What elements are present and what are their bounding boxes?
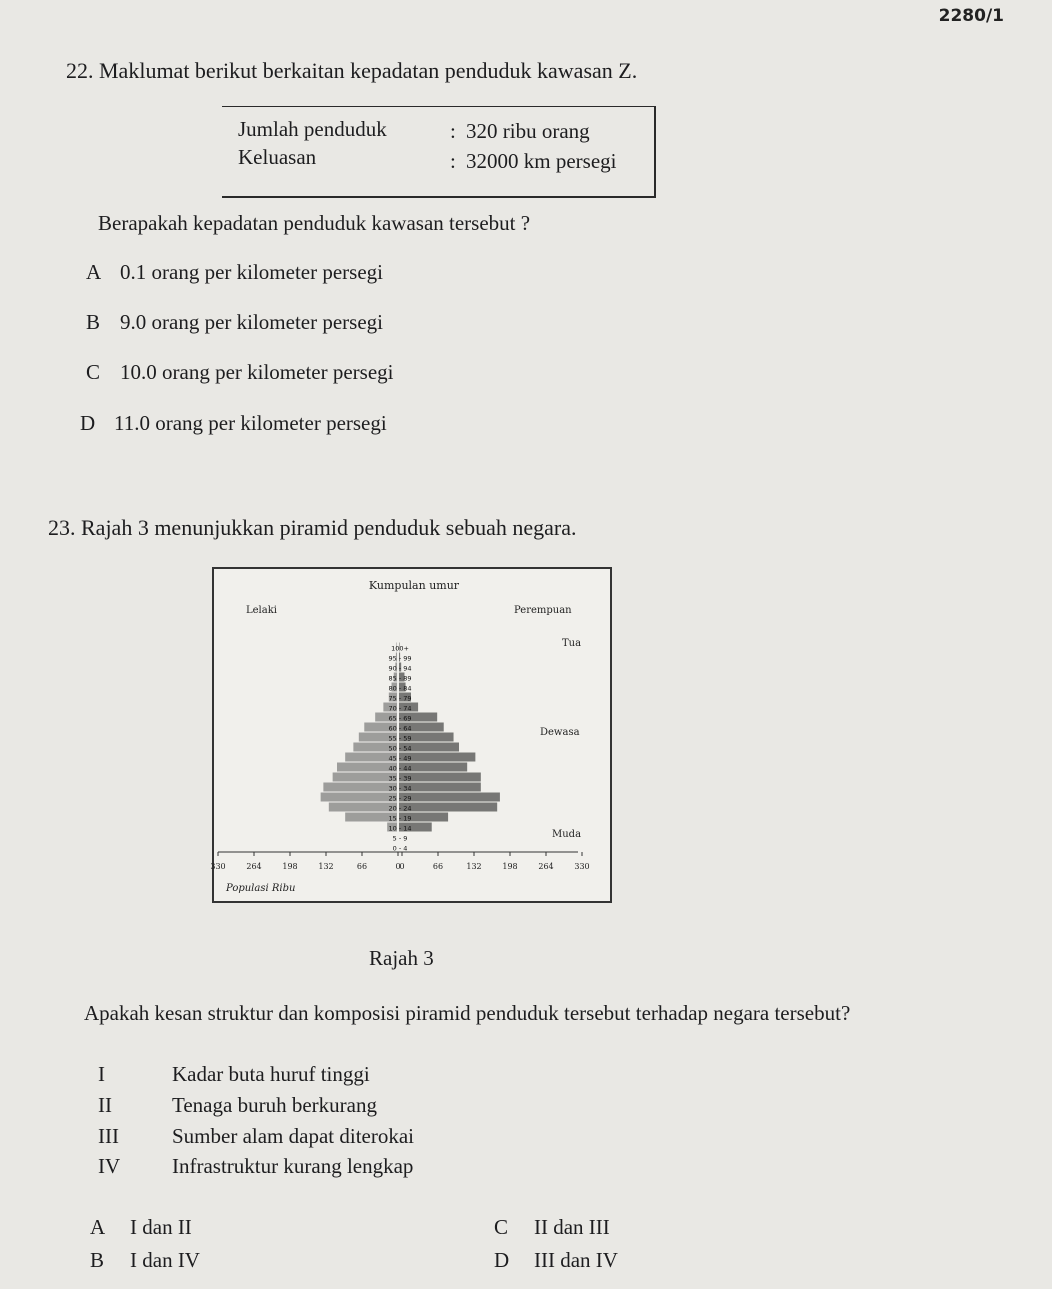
- option-letter: D: [80, 411, 96, 435]
- age-label-10: 50 - 54: [388, 744, 412, 753]
- option-text: 10.0 orang per kilometer persegi: [120, 360, 394, 384]
- age-label-20: 100+: [391, 644, 409, 653]
- option-letter: A: [86, 260, 102, 284]
- q22-stem: [66, 58, 637, 84]
- left-label-male: Lelaki: [246, 605, 277, 616]
- info-sep-population: :: [450, 119, 456, 143]
- bar-male-6: [323, 783, 397, 792]
- right-label-female: Perempuan: [514, 605, 572, 616]
- answer-letter: D: [494, 1248, 510, 1272]
- age-label-8: 40 - 44: [388, 764, 412, 773]
- bar-female-4: [399, 803, 497, 812]
- q22-option-c[interactable]: [86, 360, 394, 385]
- age-label-18: 90 - 94: [388, 664, 412, 673]
- bar-male-4: [329, 803, 397, 812]
- option-text: 9.0 orang per kilometer persegi: [120, 310, 383, 334]
- answer-text: I dan II: [130, 1215, 192, 1239]
- age-label-19: 95 - 99: [388, 654, 412, 663]
- statement-text: Sumber alam dapat diterokai: [172, 1124, 415, 1148]
- x-tick-label-right-5: 330: [574, 862, 590, 871]
- zone-label-muda: Muda: [552, 829, 582, 840]
- answer-letter: B: [90, 1248, 105, 1272]
- figure-caption: Rajah 3: [369, 946, 434, 970]
- age-label-14: 70 - 74: [388, 704, 412, 713]
- bar-male-5: [321, 793, 397, 802]
- statement-number: I: [98, 1062, 105, 1086]
- q22-option-a[interactable]: [86, 260, 383, 285]
- option-text: 0.1 orang per kilometer persegi: [120, 260, 383, 284]
- statement-i: [98, 1062, 370, 1087]
- statement-number: III: [98, 1124, 119, 1148]
- population-pyramid-chart: [212, 567, 612, 903]
- age-label-7: 35 - 39: [388, 774, 412, 783]
- q23-answer-c[interactable]: [494, 1215, 610, 1240]
- bar-male-7: [333, 773, 397, 782]
- bar-female-5: [399, 793, 500, 802]
- age-label-9: 45 - 49: [388, 754, 412, 763]
- statement-number: IV: [98, 1154, 121, 1178]
- answer-letter: A: [90, 1215, 106, 1239]
- q23-answer-d[interactable]: [494, 1248, 618, 1273]
- x-tick-label-left-2: 198: [282, 862, 298, 871]
- q22-option-b[interactable]: [86, 310, 383, 335]
- zone-label-tua: Tua: [562, 638, 582, 649]
- statement-iii: [98, 1124, 414, 1149]
- x-axis-label: Populasi Ribu: [226, 883, 296, 894]
- answer-text: II dan III: [534, 1215, 610, 1239]
- q22-text: Maklumat berikut berkaitan kepadatan penduduk kawasan Z.: [99, 58, 638, 83]
- age-label-2: 10 - 14: [388, 824, 412, 833]
- answer-text: III dan IV: [534, 1248, 618, 1272]
- x-tick-label-left-0: 330: [210, 862, 226, 871]
- info-value-population: 320 ribu orang: [466, 119, 590, 143]
- statement-number: II: [98, 1093, 112, 1117]
- x-tick-label-right-2: 132: [466, 862, 482, 871]
- age-label-0: 0 - 4: [392, 844, 408, 853]
- x-tick-label-right-1: 66: [432, 862, 444, 871]
- x-tick-label-left-1: 264: [246, 862, 262, 871]
- age-label-11: 55 - 59: [388, 734, 412, 743]
- q22-number: 22.: [66, 58, 94, 83]
- q23-text: Rajah 3 menunjukkan piramid penduduk sebuah negara.: [81, 515, 577, 540]
- option-letter: B: [86, 310, 101, 334]
- info-sep-area: :: [450, 149, 456, 173]
- statement-iv: [98, 1154, 413, 1179]
- age-label-5: 25 - 29: [388, 794, 412, 803]
- x-tick-label-right-4: 264: [538, 862, 554, 871]
- q23-stem: [48, 515, 576, 541]
- q22-question: Berapakah kepadatan penduduk kawasan tersebut ?: [98, 211, 531, 235]
- x-tick-label-right-0: 0: [399, 862, 405, 871]
- q23-answer-b[interactable]: [90, 1248, 200, 1273]
- info-label-area: Keluasan: [238, 145, 317, 169]
- age-label-3: 15 - 19: [388, 814, 412, 823]
- statement-text: Kadar buta huruf tinggi: [172, 1062, 370, 1086]
- x-tick-label-right-3: 198: [502, 862, 518, 871]
- option-letter: C: [86, 360, 101, 384]
- age-label-15: 75 - 79: [388, 694, 412, 703]
- age-label-16: 80 - 84: [388, 684, 412, 693]
- q22-option-d[interactable]: [80, 411, 387, 436]
- q23-number: 23.: [48, 515, 76, 540]
- population-pyramid-svg: [210, 569, 614, 905]
- age-label-13: 65 - 69: [388, 714, 412, 723]
- answer-text: I dan IV: [130, 1248, 200, 1272]
- statement-text: Tenaga buruh berkurang: [172, 1093, 377, 1117]
- x-tick-label-left-3: 132: [318, 862, 334, 871]
- option-text: 11.0 orang per kilometer persegi: [114, 411, 387, 435]
- age-label-4: 20 - 24: [388, 804, 412, 813]
- q23-answer-a[interactable]: [90, 1215, 192, 1240]
- statement-text: Infrastruktur kurang lengkap: [172, 1154, 414, 1178]
- zone-label-dewasa: Dewasa: [540, 727, 580, 738]
- q22-info-box: [222, 106, 656, 198]
- info-label-population: Jumlah penduduk: [238, 117, 387, 141]
- age-label-12: 60 - 64: [388, 724, 412, 733]
- age-label-1: 5 - 9: [392, 834, 408, 843]
- statement-ii: [98, 1093, 377, 1118]
- chart-title: Kumpulan umur: [368, 579, 460, 592]
- answer-letter: C: [494, 1215, 509, 1239]
- exam-code: 2280/1: [938, 6, 1004, 26]
- info-value-area: 32000 km persegi: [466, 149, 617, 173]
- age-label-6: 30 - 34: [388, 784, 412, 793]
- x-tick-label-left-5: 0: [395, 862, 401, 871]
- x-tick-label-left-4: 66: [356, 862, 368, 871]
- age-label-17: 85 - 89: [388, 674, 412, 683]
- q23-question: Apakah kesan struktur dan komposisi piramid penduduk tersebut terhadap negara tersebut?: [84, 1001, 851, 1025]
